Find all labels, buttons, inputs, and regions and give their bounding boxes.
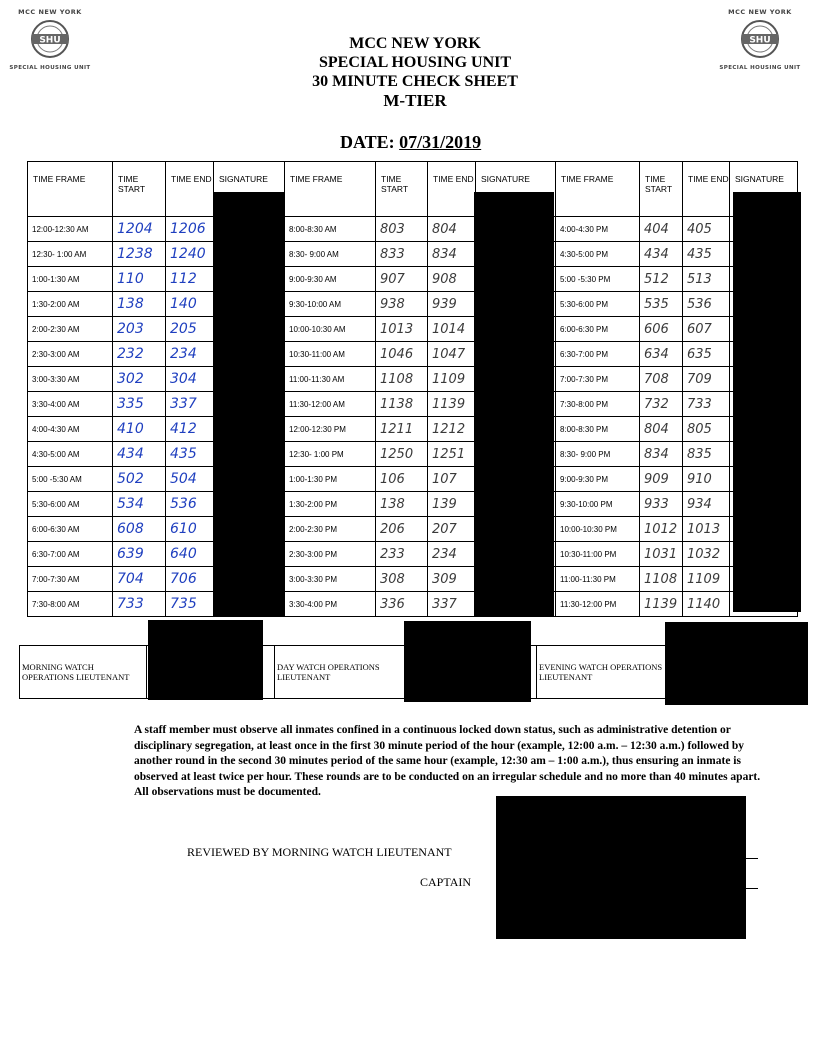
table-row: [28, 242, 798, 267]
evening-watch-signature: [669, 646, 797, 699]
time-start-cell: 206: [376, 517, 428, 542]
time-start-cell: 106: [376, 467, 428, 492]
table-row: [28, 567, 798, 592]
time-end-cell: 805: [683, 417, 730, 442]
morning-watch-signature: [147, 646, 275, 699]
time-start-cell: 803: [376, 217, 428, 242]
time-frame-cell: 3:30-4:00 PM: [285, 592, 376, 617]
time-start-cell: 534: [113, 492, 166, 517]
time-end-cell: 435: [166, 442, 214, 467]
time-end-cell: 733: [683, 392, 730, 417]
time-start-cell: 1108: [376, 367, 428, 392]
time-frame-cell: 3:00-3:30 AM: [28, 367, 113, 392]
time-end-cell: 1014: [428, 317, 476, 342]
time-start-cell: 608: [113, 517, 166, 542]
time-end-cell: 234: [166, 342, 214, 367]
time-start-cell: 833: [376, 242, 428, 267]
time-frame-cell: 10:30-11:00 PM: [556, 542, 640, 567]
time-frame-cell: 5:00 -5:30 AM: [28, 467, 113, 492]
time-end-cell: 536: [683, 292, 730, 317]
time-start-cell: 1204: [113, 217, 166, 242]
time-start-cell: 909: [640, 467, 683, 492]
time-frame-cell: 11:30-12:00 AM: [285, 392, 376, 417]
time-start-cell: 1031: [640, 542, 683, 567]
time-frame-cell: 10:00-10:30 AM: [285, 317, 376, 342]
table-row: [28, 342, 798, 367]
time-start-cell: 502: [113, 467, 166, 492]
table-row: [28, 292, 798, 317]
instructions-paragraph: A staff member must observe all inmates confined in a continuous locked down status, such as administrative detention or disciplinary segregation, at least once in the first 30 minute period of the hour (example, 12:00 a.m. – 12:30 a.m.) followed by another round in the second 30 minutes period of the same hour (example, 12:30 am – 1:00 a.m.), thus ensuring an inmate is observed at least twice per hour. These rounds are to be conducted on an irregular schedule and no more than 40 minutes apart. All observations must be documented.: [134, 724, 761, 798]
time-frame-cell: 2:00-2:30 PM: [285, 517, 376, 542]
time-start-cell: 1046: [376, 342, 428, 367]
time-end-cell: 1251: [428, 442, 476, 467]
time-end-cell: 1140: [683, 592, 730, 617]
time-frame-cell: 10:30-11:00 AM: [285, 342, 376, 367]
time-end-cell: 1109: [683, 567, 730, 592]
shu-seal-icon: [30, 19, 70, 59]
time-frame-cell: 3:00-3:30 PM: [285, 567, 376, 592]
time-end-cell: 536: [166, 492, 214, 517]
time-end-cell: 435: [683, 242, 730, 267]
table-row: [28, 592, 798, 617]
time-end-cell: 610: [166, 517, 214, 542]
day-watch-signature: [411, 646, 537, 699]
time-frame-cell: 6:30-7:00 AM: [28, 542, 113, 567]
morning-watch-label: MORNING WATCH OPERATIONS LIEUTENANT: [20, 646, 147, 699]
logo-bottom-text: SPECIAL HOUSING UNIT: [9, 65, 91, 71]
time-start-cell: 938: [376, 292, 428, 317]
lieutenant-row: [20, 646, 797, 699]
time-frame-cell: 1:00-1:30 AM: [28, 267, 113, 292]
title-line-1: MCC NEW YORK: [349, 35, 481, 52]
time-frame-cell: 9:00-9:30 AM: [285, 267, 376, 292]
captain-line: [496, 888, 758, 889]
time-start-cell: 1013: [376, 317, 428, 342]
date-value: 07/31/2019: [399, 132, 482, 152]
table-row: [28, 217, 798, 242]
time-frame-cell: 7:30-8:00 AM: [28, 592, 113, 617]
header-time-start: TIME START: [640, 162, 683, 217]
time-end-cell: 139: [428, 492, 476, 517]
header-time-start: TIME START: [113, 162, 166, 217]
time-end-cell: 207: [428, 517, 476, 542]
time-end-cell: 804: [428, 217, 476, 242]
time-end-cell: 504: [166, 467, 214, 492]
time-frame-cell: 9:00-9:30 PM: [556, 467, 640, 492]
table-row: [28, 442, 798, 467]
time-frame-cell: 2:30-3:00 AM: [28, 342, 113, 367]
time-frame-cell: 1:00-1:30 PM: [285, 467, 376, 492]
time-end-cell: 234: [428, 542, 476, 567]
time-start-cell: 335: [113, 392, 166, 417]
time-frame-cell: 4:30-5:00 PM: [556, 242, 640, 267]
time-frame-cell: 6:30-7:00 PM: [556, 342, 640, 367]
header-time-frame: TIME FRAME: [556, 162, 640, 217]
time-frame-cell: 6:00-6:30 AM: [28, 517, 113, 542]
table-row: [28, 542, 798, 567]
time-end-cell: 934: [683, 492, 730, 517]
header-signature: SIGNATURE: [476, 162, 556, 217]
table-row: [28, 492, 798, 517]
time-frame-cell: 2:00-2:30 AM: [28, 317, 113, 342]
table-row: [28, 317, 798, 342]
svg-text:SHU: SHU: [749, 35, 771, 46]
time-start-cell: 733: [113, 592, 166, 617]
header-time-start: TIME START: [376, 162, 428, 217]
time-end-cell: 939: [428, 292, 476, 317]
time-frame-cell: 4:00-4:30 AM: [28, 417, 113, 442]
document-title: [250, 34, 580, 110]
time-start-cell: 606: [640, 317, 683, 342]
time-frame-cell: 12:30- 1:00 PM: [285, 442, 376, 467]
time-end-cell: 908: [428, 267, 476, 292]
time-start-cell: 907: [376, 267, 428, 292]
time-start-cell: 708: [640, 367, 683, 392]
time-frame-cell: 5:30-6:00 AM: [28, 492, 113, 517]
time-start-cell: 233: [376, 542, 428, 567]
time-start-cell: 410: [113, 417, 166, 442]
time-start-cell: 434: [113, 442, 166, 467]
time-start-cell: 834: [640, 442, 683, 467]
time-frame-cell: 4:00-4:30 PM: [556, 217, 640, 242]
time-start-cell: 933: [640, 492, 683, 517]
svg-text:SHU: SHU: [39, 35, 61, 46]
time-frame-cell: 11:00-11:30 AM: [285, 367, 376, 392]
table-row: [28, 417, 798, 442]
evening-watch-label: EVENING WATCH OPERATIONS LIEUTENANT: [537, 646, 669, 699]
time-start-cell: 138: [376, 492, 428, 517]
time-end-cell: 607: [683, 317, 730, 342]
time-end-cell: 709: [683, 367, 730, 392]
table-row: [28, 467, 798, 492]
time-start-cell: 434: [640, 242, 683, 267]
date-label: DATE:: [340, 132, 395, 152]
time-end-cell: 412: [166, 417, 214, 442]
time-frame-cell: 7:30-8:00 PM: [556, 392, 640, 417]
time-frame-cell: 11:30-12:00 PM: [556, 592, 640, 617]
header-time-end: TIME END: [166, 162, 214, 217]
redaction-signature-day: [474, 192, 554, 616]
time-end-cell: 513: [683, 267, 730, 292]
time-end-cell: 735: [166, 592, 214, 617]
time-frame-cell: 7:00-7:30 AM: [28, 567, 113, 592]
time-end-cell: 337: [428, 592, 476, 617]
time-start-cell: 138: [113, 292, 166, 317]
time-frame-cell: 6:00-6:30 PM: [556, 317, 640, 342]
table-row: [28, 517, 798, 542]
time-end-cell: 337: [166, 392, 214, 417]
time-frame-cell: 9:30-10:00 PM: [556, 492, 640, 517]
time-start-cell: 704: [113, 567, 166, 592]
time-end-cell: 405: [683, 217, 730, 242]
time-end-cell: 1206: [166, 217, 214, 242]
time-end-cell: 1240: [166, 242, 214, 267]
time-end-cell: 635: [683, 342, 730, 367]
time-end-cell: 107: [428, 467, 476, 492]
time-frame-cell: 3:30-4:00 AM: [28, 392, 113, 417]
time-start-cell: 512: [640, 267, 683, 292]
reviewed-by-line: [496, 858, 758, 859]
time-end-cell: 1032: [683, 542, 730, 567]
time-end-cell: 1109: [428, 367, 476, 392]
time-end-cell: 112: [166, 267, 214, 292]
redaction-signature-evening: [733, 192, 801, 612]
title-line-4: M-TIER: [383, 91, 447, 110]
logo-top-text: MCC NEW YORK: [728, 8, 792, 16]
table-row: [28, 267, 798, 292]
title-line-2: SPECIAL HOUSING UNIT: [318, 54, 512, 71]
table-row: [28, 367, 798, 392]
time-frame-cell: 9:30-10:00 AM: [285, 292, 376, 317]
time-start-cell: 1211: [376, 417, 428, 442]
time-frame-cell: 10:00-10:30 PM: [556, 517, 640, 542]
table-row: [28, 392, 798, 417]
header-signature: SIGNATURE: [214, 162, 285, 217]
time-frame-cell: 4:30-5:00 AM: [28, 442, 113, 467]
time-start-cell: 1108: [640, 567, 683, 592]
time-end-cell: 835: [683, 442, 730, 467]
logo-top-text: MCC NEW YORK: [18, 8, 82, 16]
time-frame-cell: 12:00-12:30 PM: [285, 417, 376, 442]
time-start-cell: 232: [113, 342, 166, 367]
check-sheet-table: [27, 161, 798, 617]
time-start-cell: 404: [640, 217, 683, 242]
header-time-end: TIME END: [683, 162, 730, 217]
header-time-end: TIME END: [428, 162, 476, 217]
time-end-cell: 205: [166, 317, 214, 342]
reviewed-by-label: REVIEWED BY MORNING WATCH LIEUTENANT: [187, 845, 452, 859]
time-end-cell: 309: [428, 567, 476, 592]
title-line-3: 30 MINUTE CHECK SHEET: [312, 73, 518, 90]
time-end-cell: 910: [683, 467, 730, 492]
time-start-cell: 110: [113, 267, 166, 292]
time-end-cell: 640: [166, 542, 214, 567]
time-frame-cell: 1:30-2:00 PM: [285, 492, 376, 517]
table-header-row: [28, 162, 798, 217]
time-end-cell: 706: [166, 567, 214, 592]
time-frame-cell: 12:00-12:30 AM: [28, 217, 113, 242]
time-start-cell: 535: [640, 292, 683, 317]
time-start-cell: 308: [376, 567, 428, 592]
time-frame-cell: 1:30-2:00 AM: [28, 292, 113, 317]
logo-bottom-text: SPECIAL HOUSING UNIT: [719, 65, 801, 71]
time-frame-cell: 8:30- 9:00 PM: [556, 442, 640, 467]
shu-logo-right: [712, 8, 808, 71]
time-start-cell: 639: [113, 542, 166, 567]
time-frame-cell: 7:00-7:30 PM: [556, 367, 640, 392]
time-frame-cell: 5:00 -5:30 PM: [556, 267, 640, 292]
time-end-cell: 1212: [428, 417, 476, 442]
time-end-cell: 140: [166, 292, 214, 317]
header-signature: SIGNATURE: [730, 162, 798, 217]
time-end-cell: 1047: [428, 342, 476, 367]
day-watch-label: DAY WATCH OPERATIONS LIEUTENANT: [275, 646, 411, 699]
time-start-cell: 732: [640, 392, 683, 417]
header-time-frame: TIME FRAME: [28, 162, 113, 217]
time-start-cell: 302: [113, 367, 166, 392]
time-start-cell: 1012: [640, 517, 683, 542]
time-end-cell: 304: [166, 367, 214, 392]
time-end-cell: 834: [428, 242, 476, 267]
time-start-cell: 804: [640, 417, 683, 442]
time-frame-cell: 11:00-11:30 PM: [556, 567, 640, 592]
time-start-cell: 634: [640, 342, 683, 367]
header-time-frame: TIME FRAME: [285, 162, 376, 217]
captain-label: CAPTAIN: [420, 875, 472, 889]
time-frame-cell: 8:00-8:30 PM: [556, 417, 640, 442]
time-end-cell: 1013: [683, 517, 730, 542]
time-start-cell: 1139: [640, 592, 683, 617]
time-start-cell: 336: [376, 592, 428, 617]
lieutenant-signature-table: [19, 645, 797, 699]
redaction-review-signatures: [496, 796, 746, 939]
time-frame-cell: 2:30-3:00 PM: [285, 542, 376, 567]
time-frame-cell: 8:30- 9:00 AM: [285, 242, 376, 267]
time-start-cell: 1238: [113, 242, 166, 267]
time-end-cell: 1139: [428, 392, 476, 417]
redaction-signature-morning: [213, 192, 284, 616]
shu-seal-icon: [740, 19, 780, 59]
time-start-cell: 1138: [376, 392, 428, 417]
time-start-cell: 1250: [376, 442, 428, 467]
shu-logo-left: [2, 8, 98, 71]
time-frame-cell: 12:30- 1:00 AM: [28, 242, 113, 267]
time-frame-cell: 8:00-8:30 AM: [285, 217, 376, 242]
time-frame-cell: 5:30-6:00 PM: [556, 292, 640, 317]
date-line: [340, 132, 481, 153]
time-start-cell: 203: [113, 317, 166, 342]
